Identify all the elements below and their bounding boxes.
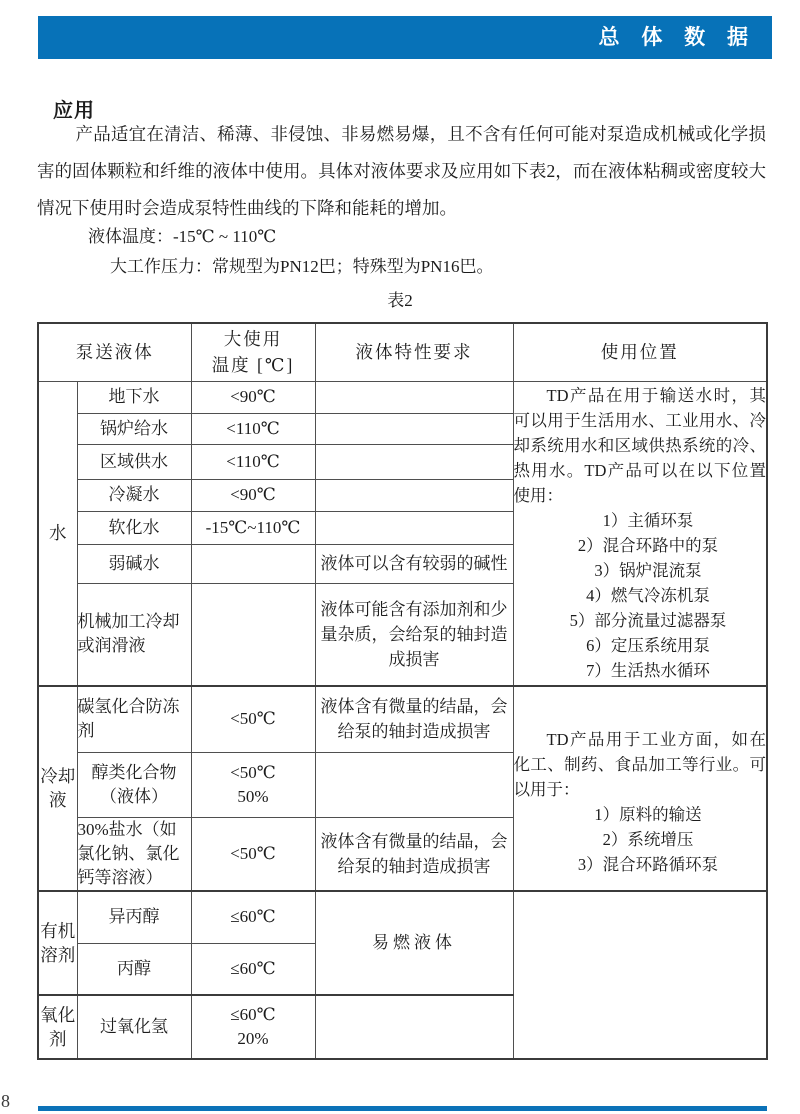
cell-usage-empty (513, 891, 767, 1059)
cell-temp: <50℃ (191, 686, 315, 752)
cell-characteristics (315, 381, 513, 413)
usage-water-item: 6）定压系统用泵 (586, 636, 710, 656)
cell-item: 异丙醇 (77, 891, 191, 944)
usage-water-item: 1）主循环泵 (602, 511, 694, 531)
table-header-row (38, 323, 767, 381)
usage-coolant-intro: TD产品用于工业方面，如在化工、制药、食品加工等行业。可以用于： (513, 730, 766, 800)
cell-temp: -15℃~110℃ (191, 511, 315, 544)
cell-characteristics (315, 511, 513, 544)
cell-temp-extra: 50% (237, 786, 269, 806)
cell-item: 碳氢化合防冻剂 (77, 686, 191, 752)
header-characteristics: 液体特性要求 (315, 323, 513, 381)
cell-temp-value: ≤60℃ (230, 1004, 276, 1024)
usage-water-intro: TD产品在用于输送水时，其可以用于生活用水、工业用水、冷却系统用水和区域供热系统的冷、热用水。TD产品可以在以下位置使用： (513, 386, 766, 506)
table-row (38, 381, 767, 413)
cell-temp (191, 583, 315, 686)
cell-usage-water (513, 381, 767, 686)
cell-item: 地下水 (77, 381, 191, 413)
cell-temp: <50℃ (191, 817, 315, 891)
usage-coolant-item: 1）原料的输送 (594, 805, 702, 825)
cell-usage-coolant (513, 686, 767, 891)
cell-characteristics (315, 752, 513, 817)
cell-item: 弱碱水 (77, 544, 191, 583)
cell-item: 过氧化氢 (77, 995, 191, 1059)
cell-item: 醇类化合物（液体） (77, 752, 191, 817)
cell-temp: <90℃ (191, 381, 315, 413)
cell-characteristics: 液体可能含有添加剂和少量杂质，会给泵的轴封造成损害 (315, 583, 513, 686)
cell-temp: <110℃ (191, 444, 315, 479)
group-label-oxidant: 氧化剂 (38, 995, 77, 1059)
cell-temp-extra: 20% (237, 1028, 269, 1048)
usage-coolant-item: 3）混合环路循环泵 (577, 855, 719, 875)
banner-title: 总 体 数 据 (598, 26, 756, 49)
usage-water-item: 4）燃气冷冻机泵 (586, 586, 710, 606)
group-label-water: 水 (38, 381, 77, 686)
cell-characteristics (315, 444, 513, 479)
working-pressure-line: 大工作压力：常规型为PN12巴；特殊型为PN16巴。 (110, 257, 494, 276)
header-max-temp-line1: 大使用 (223, 329, 283, 350)
group-label-coolant: 冷却液 (38, 686, 77, 891)
cell-item: 区域供水 (77, 444, 191, 479)
cell-temp (191, 995, 315, 1059)
liquid-temperature-line: 液体温度：-15℃ ~ 110℃ (88, 227, 277, 246)
group-label-organic-solvent: 有机溶剂 (38, 891, 77, 995)
header-pumped-liquid: 泵送液体 (38, 323, 191, 381)
cell-characteristics: 液体可以含有较弱的碱性 (315, 544, 513, 583)
usage-water-item: 3）锅炉混流泵 (594, 561, 702, 581)
cell-temp: ≤60℃ (191, 891, 315, 944)
page-number: 8 (1, 1091, 10, 1111)
cell-characteristics-flammable: 易燃液体 (315, 891, 513, 995)
cell-item: 丙醇 (77, 944, 191, 995)
table-caption: 表2 (387, 291, 413, 310)
usage-water-item: 2）混合环路中的泵 (577, 536, 719, 556)
cell-item: 机械加工冷却或润滑液 (77, 583, 191, 686)
cell-characteristics: 液体含有微量的结晶，会给泵的轴封造成损害 (315, 817, 513, 891)
cell-temp: <90℃ (191, 479, 315, 511)
table2 (37, 322, 768, 1060)
cell-characteristics: 液体含有微量的结晶，会给泵的轴封造成损害 (315, 686, 513, 752)
cell-temp-value: <50℃ (230, 762, 276, 782)
header-max-temp-line2: 温度 [℃] (211, 355, 295, 376)
header-banner (38, 16, 772, 59)
cell-temp: ≤60℃ (191, 944, 315, 995)
usage-water-item: 7）生活热水循环 (586, 661, 710, 681)
section-heading: 应用 (53, 100, 95, 122)
table-row (38, 891, 767, 944)
cell-characteristics (315, 413, 513, 444)
usage-water-item: 5）部分流量过滤器泵 (569, 611, 727, 631)
cell-temp (191, 752, 315, 817)
cell-characteristics (315, 995, 513, 1059)
usage-coolant-item: 2）系统增压 (602, 830, 694, 850)
header-max-temp (191, 323, 315, 381)
cell-item: 锅炉给水 (77, 413, 191, 444)
cell-item: 冷凝水 (77, 479, 191, 511)
cell-characteristics (315, 479, 513, 511)
cell-item: 软化水 (77, 511, 191, 544)
cell-temp: <110℃ (191, 413, 315, 444)
footer-bar (38, 1106, 767, 1111)
cell-temp (191, 544, 315, 583)
table-row (38, 686, 767, 752)
header-usage: 使用位置 (513, 323, 767, 381)
cell-item: 30%盐水（如氯化钠、氯化钙等溶液） (77, 817, 191, 891)
table2-wrapper (37, 322, 768, 1060)
intro-paragraph: 产品适宜在清洁、稀薄、非侵蚀、非易燃易爆，且不含有任何可能对泵造成机械或化学损害的固体颗粒和纤维的液体中使用。具体对液体要求及应用如下表2，而在液体粘稠或密度较大情况下使用时会造成泵特性曲线的下降和能耗的增加。 (37, 124, 766, 218)
